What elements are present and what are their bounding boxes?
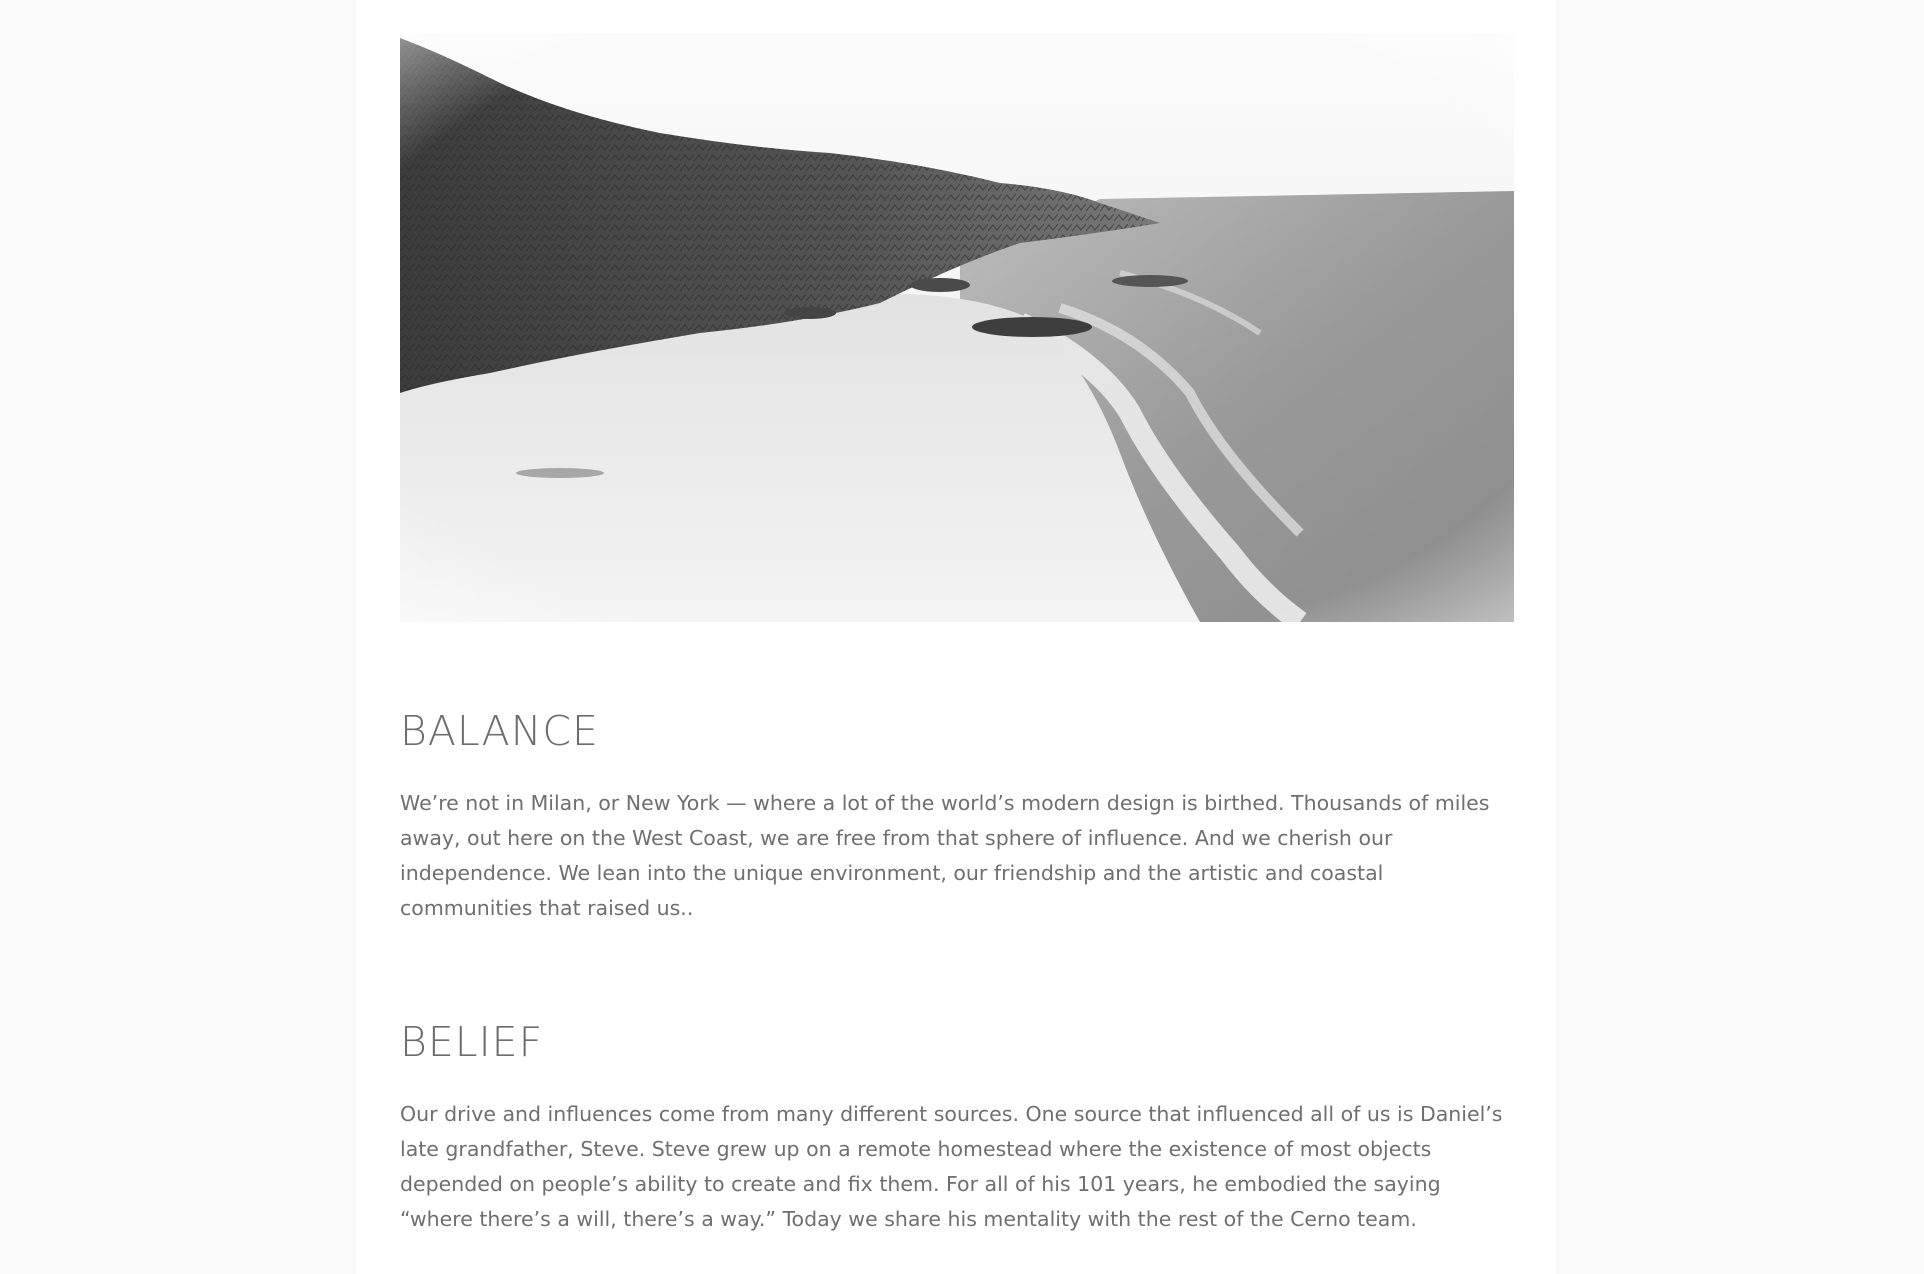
section-body: We’re not in Milan, or New York — where a lot of the world’s modern design is birthed. Thousands of miles away, out here on the West Coast, we are free from that sphere of influence. And we cherish our independence. We lean into the unique environment, our friendship and the artistic and coastal communities that raised us.. — [400, 791, 1490, 920]
section-body: Our drive and influences come from many different sources. One source that influenced all of us is Daniel’s late grandfather, Steve. Steve grew up on a remote homestead where the existence of most objects depended on people’s ability to create and fix them. For all of his 101 years, he embodied the saying “where there’s a will, there’s a way.” Today we share his mentality with the rest of the Cerno team. — [400, 1102, 1503, 1231]
section-heading: BELIEF — [400, 1018, 544, 1066]
content-column — [356, 0, 1556, 1274]
hero-image — [400, 33, 1514, 622]
section-heading: BALANCE — [400, 707, 599, 755]
section-belief — [400, 1014, 1514, 1237]
coastline-photo — [400, 33, 1514, 622]
section-balance — [400, 703, 1514, 926]
